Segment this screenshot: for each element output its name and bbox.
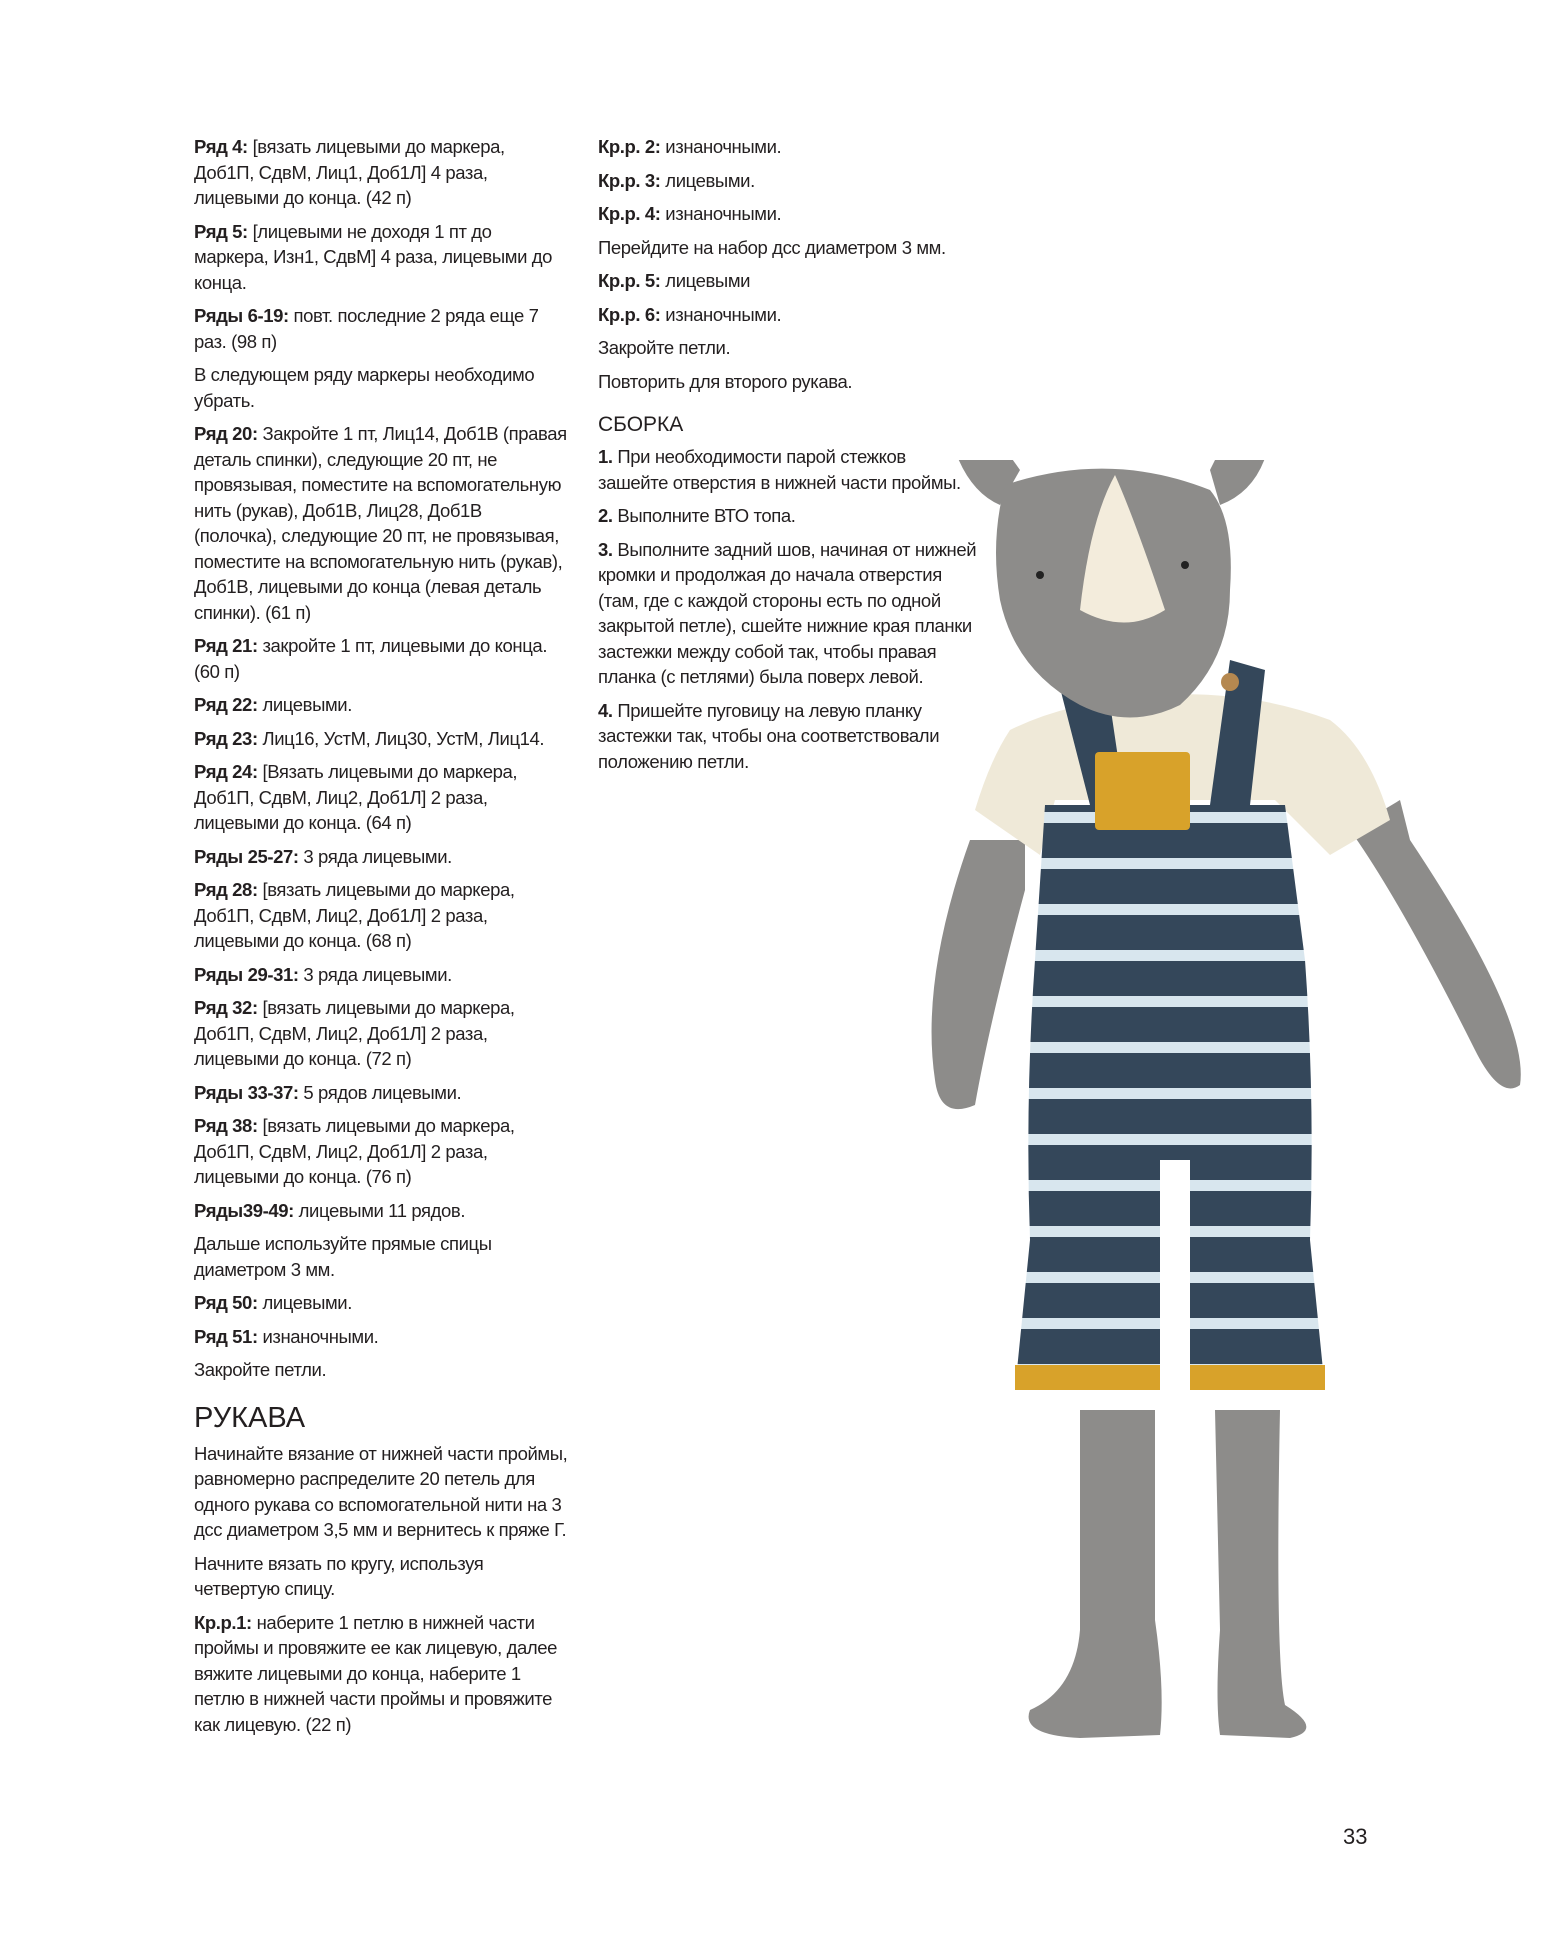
right-column [598, 134, 978, 782]
instruction-key: Кр.р. 4: [598, 203, 661, 224]
instruction-key: Ряд 24: [194, 761, 258, 782]
overalls-cuff-left [1015, 1365, 1160, 1390]
page-number: 33 [1343, 1824, 1368, 1849]
instruction-paragraph [598, 369, 978, 395]
right-ear [1210, 460, 1273, 505]
instruction-paragraph [194, 759, 569, 836]
instruction-key: Ряды 33-37: [194, 1081, 299, 1103]
instruction-text: лицевыми 11 рядов. [293, 1199, 466, 1221]
instruction-text: [лицевыми не доходя 1 пт до маркера, Изн1, СдвМ] 4 раза, лицевыми до конца. [194, 220, 553, 293]
sleeves-heading: РУКАВА [194, 1401, 306, 1434]
instruction-paragraph [194, 1113, 569, 1190]
instruction-paragraph [598, 268, 978, 294]
assembly-steps [598, 444, 978, 774]
instruction-text: лицевыми [660, 270, 751, 291]
instruction-paragraph [598, 134, 978, 160]
instruction-text: Начните вязать по кругу, используя четвертую спицу. [194, 1552, 484, 1599]
instruction-key: Ряд 4: [194, 136, 248, 157]
instruction-text: [вязать лицевыми до маркера, Доб1П, СдвМ, Лиц1, Доб1Л] 4 раза, лицевыми до конца. (42 п) [194, 136, 505, 208]
instruction-paragraph [194, 1324, 569, 1350]
instruction-key: Ряды 6-19: [194, 305, 289, 326]
instruction-text: лицевыми. [257, 694, 352, 715]
right-eye [1181, 561, 1189, 569]
instruction-key: Ряд 23: [194, 727, 258, 749]
instruction-paragraph [598, 537, 978, 690]
instruction-paragraph [598, 444, 978, 495]
instruction-key: Ряды 29-31: [194, 963, 299, 985]
instruction-text: повт. последние 2 ряда еще 7 раз. (98 п) [194, 305, 539, 352]
instruction-paragraph [598, 335, 978, 361]
instruction-key: Ряды39-49: [194, 1199, 294, 1221]
instruction-paragraph [194, 303, 569, 354]
instruction-text: изнаночными. [660, 203, 782, 224]
instruction-paragraph [194, 1231, 569, 1282]
instruction-paragraph [194, 877, 569, 954]
instruction-paragraph [194, 1441, 569, 1543]
instruction-paragraph [598, 503, 978, 529]
bib-pocket [1095, 752, 1190, 830]
instruction-text: При необходимости парой стежков зашейте отверстия в нижней части проймы. [598, 446, 961, 493]
instruction-key: 4. [598, 699, 613, 721]
instruction-paragraph [194, 421, 569, 625]
instruction-text: 5 рядов лицевыми. [298, 1081, 462, 1103]
instruction-text: закройте 1 пт, лицевыми до конца. (60 п) [194, 635, 548, 682]
instruction-text: 3 ряда лицевыми. [298, 963, 452, 985]
overalls [1015, 805, 1325, 1390]
left-arm [932, 840, 1025, 1109]
instruction-key: Кр.р. 2: [598, 136, 661, 157]
assembly-heading: СБОРКА [598, 413, 684, 436]
instruction-key: Ряд 28: [194, 879, 258, 900]
instruction-text: [Вязать лицевыми до маркера, Доб1П, СдвМ, Лиц2, Доб1Л] 2 раза, лицевыми до конца. (64 п) [194, 761, 518, 833]
instruction-key: Ряд 22: [194, 694, 258, 715]
instruction-text: Выполните задний шов, начиная от нижней кромки и продолжая до начала отверстия (там, где с каждой стороны есть по одной закрытой петле), сшейте нижние края планки застежки между собой так, чтобы правая планка (с петлями) была поверх левой. [598, 538, 977, 687]
instruction-paragraph [194, 1610, 569, 1738]
instruction-paragraph [194, 1290, 569, 1316]
instruction-text: изнаночными. [660, 136, 782, 157]
instruction-paragraph [194, 995, 569, 1072]
right-leg [1215, 1410, 1306, 1738]
instruction-text: наберите 1 петлю в нижней части проймы и провяжите ее как лицевую, далее вяжите лицевыми до конца, наберите 1 петлю в нижней части проймы и провяжите как лицевую. (22 п) [194, 1611, 558, 1735]
instruction-paragraph [598, 235, 978, 261]
instruction-text: лицевыми. [660, 169, 755, 191]
instruction-paragraph [194, 692, 569, 718]
instruction-key: Кр.р.1: [194, 1611, 252, 1633]
left-leg [1029, 1410, 1162, 1738]
instruction-key: Ряд 50: [194, 1292, 258, 1313]
instruction-key: Кр.р. 6: [598, 303, 661, 325]
instruction-key: Кр.р. 3: [598, 169, 661, 191]
overalls-cuff-right [1190, 1365, 1325, 1390]
instruction-paragraph [194, 1080, 569, 1106]
instruction-text: Закройте 1 пт, Лиц14, Доб1В (правая деталь спинки), следующие 20 пт, не провязывая, поместите на вспомогательную нить (рукав), Доб1В, Лиц28, Доб1В (полочка), следующие 20 пт, не провязывая, поместите на вспомогательную нить (рукав), Доб1В, лицевыми до конца (левая деталь спинки). (61 п) [194, 423, 567, 623]
instruction-text: [вязать лицевыми до маркера, Доб1П, СдвМ, Лиц2, Доб1Л] 2 раза, лицевыми до конца. (72 п) [194, 997, 515, 1069]
instruction-text: [вязать лицевыми до маркера, Доб1П, СдвМ, Лиц2, Доб1Л] 2 раза, лицевыми до конца. (76 п) [194, 1115, 515, 1187]
knitted-rhino-photo [930, 460, 1525, 1740]
instruction-paragraph [194, 633, 569, 684]
instruction-text: изнаночными. [257, 1325, 379, 1347]
instruction-text: Выполните ВТО топа. [612, 505, 796, 526]
button-right [1221, 673, 1239, 691]
instruction-paragraph [194, 1357, 569, 1383]
left-eye [1036, 571, 1044, 579]
instruction-text: изнаночными. [660, 303, 782, 325]
instruction-key: 3. [598, 538, 613, 560]
instruction-text: Закройте петли. [598, 337, 731, 358]
instruction-paragraph [194, 362, 569, 413]
instruction-paragraph [194, 726, 569, 752]
instruction-paragraph [194, 219, 569, 296]
instruction-paragraph [194, 962, 569, 988]
instruction-paragraph [194, 1551, 569, 1602]
instruction-key: Ряд 21: [194, 635, 258, 656]
instruction-text: Перейдите на набор дсс диаметром 3 мм. [598, 236, 946, 258]
instruction-key: 2. [598, 505, 613, 526]
instruction-text: Дальше используйте прямые спицы диаметром 3 мм. [194, 1233, 492, 1280]
instruction-key: Ряд 20: [194, 423, 258, 444]
instruction-key: Ряд 5: [194, 220, 248, 242]
instruction-paragraph [598, 168, 978, 194]
instruction-text: В следующем ряду маркеры необходимо убрать. [194, 364, 535, 411]
instruction-text: Закройте петли. [194, 1359, 327, 1380]
instruction-text: Пришейте пуговицу на левую планку застежки так, чтобы она соответствовали положению петли. [598, 699, 940, 772]
rows-list-a [194, 134, 569, 1383]
instruction-key: Ряд 32: [194, 997, 258, 1018]
instruction-paragraph [598, 698, 978, 775]
instruction-text: лицевыми. [257, 1292, 352, 1313]
instruction-paragraph [598, 201, 978, 227]
right-arm [1350, 800, 1521, 1088]
instruction-key: 1. [598, 446, 613, 467]
instruction-text: [вязать лицевыми до маркера, Доб1П, СдвМ, Лиц2, Доб1Л] 2 раза, лицевыми до конца. (68 п) [194, 879, 515, 951]
instruction-text: Повторить для второго рукава. [598, 370, 853, 392]
instruction-paragraph [598, 302, 978, 328]
instruction-key: Ряды 25-27: [194, 845, 299, 867]
instruction-text: 3 ряда лицевыми. [298, 845, 452, 867]
instruction-paragraph [194, 844, 569, 870]
left-column [194, 134, 569, 1745]
instruction-text: Лиц16, УстМ, Лиц30, УстМ, Лиц14. [257, 727, 545, 749]
instruction-key: Кр.р. 5: [598, 270, 661, 291]
instruction-text: Начинайте вязание от нижней части проймы, равномерно распределите 20 петель для одного рукава со вспомогательной нити на 3 дсс диаметром 3,5 мм и вернитесь к пряже Г. [194, 1442, 568, 1540]
rows-list-b [194, 1441, 569, 1738]
instruction-key: Ряд 51: [194, 1325, 258, 1347]
instruction-key: Ряд 38: [194, 1115, 258, 1136]
instruction-paragraph [194, 134, 569, 211]
instruction-paragraph [194, 1198, 569, 1224]
rounds-list [598, 134, 978, 394]
